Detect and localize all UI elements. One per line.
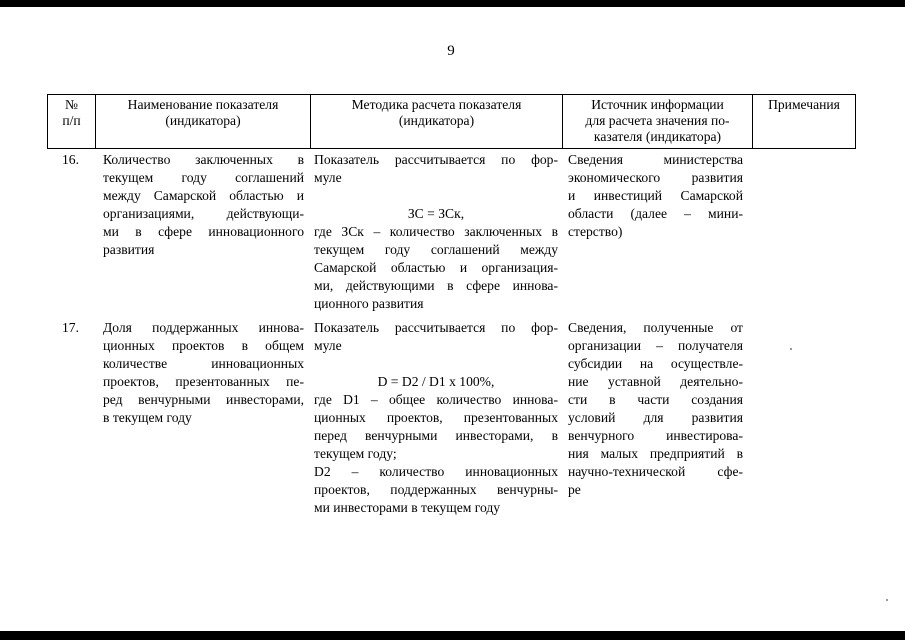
row-16-num: 16. (62, 152, 79, 167)
header-source: Источник информации для расчета значения по- казателя (индикатора) (585, 97, 730, 144)
page-number: 9 (447, 43, 455, 59)
header-divider (855, 94, 856, 148)
bottom-border (0, 631, 905, 640)
row-17-num: 17. (62, 320, 79, 335)
header-name: Наименование показателя (индикатора) (127, 97, 279, 128)
row-16-method: Показатель рассчитывается по фор- муле ЗС = ЗСк, где ЗСк – количество заключенных в текущем году соглашений между Самарской областью и организация- ми, действующими в сфере иннова- ционного развития (314, 152, 558, 311)
formula: D = D2 / D1 х 100%, (377, 374, 495, 389)
table-header-bottom-rule (47, 148, 856, 149)
top-border (0, 0, 905, 7)
formula: ЗС = ЗСк, (407, 206, 465, 221)
row-16-name: Количество заключенных в текущем году соглашений между Самарской областью и организациями, действующи- ми в сфере инновационного развития (103, 152, 304, 257)
header-notes: Примечания (768, 97, 840, 112)
row-16-source: Сведения министерства экономического развития и инвестиций Самарской области (далее – мини- стерство) (568, 152, 743, 239)
row-17-name: Доля поддержанных иннова- ционных проектов в общем количестве инновационных проектов, презентованных пе- ред венчурными инвесторами, в текущем году (103, 320, 304, 425)
header-num: № п/п (62, 97, 81, 128)
header-method: Методика расчета показателя (индикатора) (351, 97, 522, 128)
table-header-top-rule (47, 94, 856, 95)
row-17-method: Показатель рассчитывается по фор- муле D = D2 / D1 х 100%, где D1 – общее количество иннова- ционных проектов, презентованных перед венчурными инвесторами, в текущем году; D2 – количество инновационных проектов, поддержанных венчурны- ми инвесторами в текущем году (314, 320, 558, 515)
scan-speck (790, 348, 792, 350)
scan-speck (886, 599, 888, 601)
row-17-source: Сведения, полученные от организации – получателя субсидии на осуществле- ние уставной деятельно- сти в части создания условий для развития венчурного инвестирова- ния малых предприятий в научно-технической сфе- ре (568, 320, 743, 497)
